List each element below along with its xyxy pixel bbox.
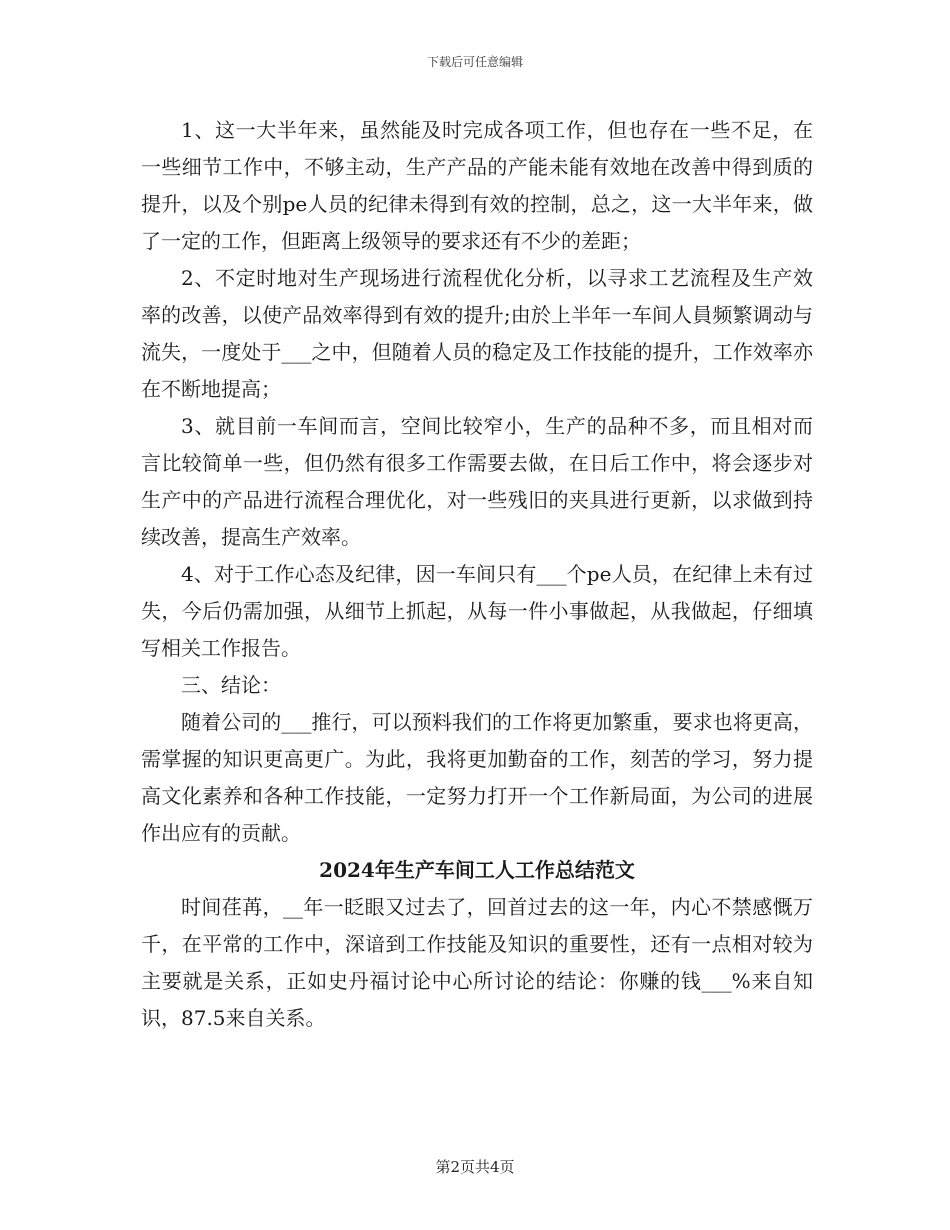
section-title: 2024年生产车间工人工作总结范文 [319,858,635,882]
paragraph-3: 3、就目前一车间而言，空间比较窄小，生产的品种不多，而且相对而言比较简单一些，但仍然有很多工作需要去做，在日后工作中，将会逐步对生产中的产品进行流程合理优化，对一些残旧的夹具进行更新，以求做到持续改善，提高生产效率。 [141,414,813,549]
paragraph-1: 1、这一大半年来，虽然能及时完成各项工作，但也存在一些不足，在一些细节工作中，不够主动，生产产品的产能未能有效地在改善中得到质的提升，以及个别pe人员的纪律未得到有效的控制，总之，这一大半年来，做了一定的工作，但距离上级领导的要求还有不少的差距； [141,118,813,253]
paragraph-4: 4、对于工作心态及纪律，因一车间只有___个pe人员，在纪律上未有过失，今后仍需加强，从细节上抓起，从每一件小事做起，从我做起，仔细填写相关工作报告。 [141,562,813,660]
document-body [141,112,813,1037]
page-footer: 第2页共4页 [435,1158,515,1176]
conclusion-paragraph: 随着公司的___推行，可以预料我们的工作将更加繁重，要求也将更高，需掌握的知识更高更广。为此，我将更加勤奋的工作，刻苦的学习，努力提高文化素养和各种工作技能，一定努力打开一个工作新局面，为公司的进展作出应有的贡献。 [141,710,813,845]
conclusion-heading: 三、结论： [181,673,281,697]
paragraph-2: 2、不定时地对生产现场进行流程优化分析，以寻求工艺流程及生产效率的改善，以使产品效率得到有效的提升;由於上半年一车间人員频繁调动与流失，一度处于___之中，但随着人员的稳定及工作技能的提升，工作效率亦在不断地提高； [141,266,813,401]
section-paragraph-1: 时间荏苒，__年一眨眼又过去了，回首过去的这一年，内心不禁感慨万千，在平常的工作中，深谙到工作技能及知识的重要性，还有一点相对较为主要就是关系，正如史丹福讨论中心所讨论的结论：你赚的钱___%来自知识，87.5来自关系。 [141,895,813,1030]
page-header: 下载后可任意编辑 [426,55,523,69]
